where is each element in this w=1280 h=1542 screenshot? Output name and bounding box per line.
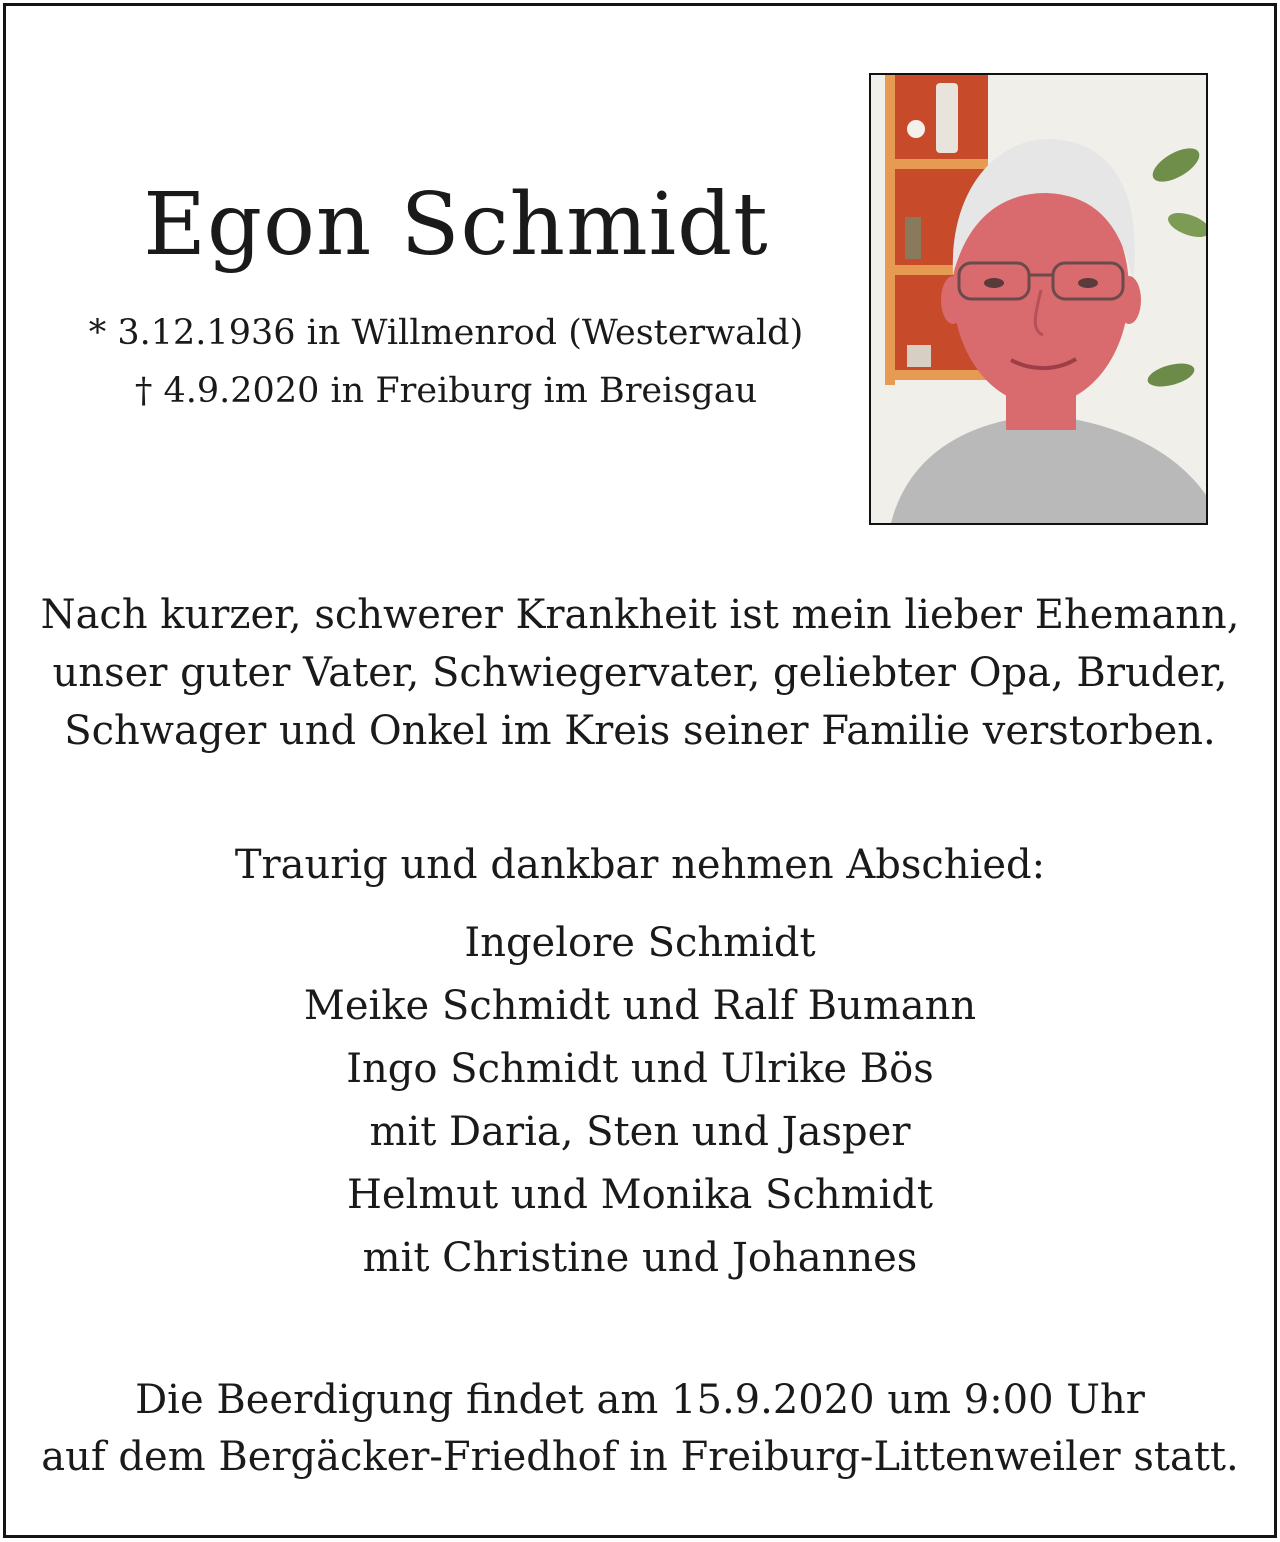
funeral-line: auf dem Bergäcker-Friedhof in Freiburg-Littenweiler statt. <box>41 1434 1239 1480</box>
shelf-board <box>893 370 988 380</box>
mourner-entry: Ingelore Schmidt <box>464 920 816 966</box>
shelf-board <box>893 159 988 169</box>
mourners-list <box>6 912 1274 1290</box>
funeral-notice <box>6 1372 1274 1486</box>
header-block <box>6 6 906 526</box>
intro-paragraph <box>6 586 1274 760</box>
birth-line: * 3.12.1936 in Willmenrod (Westerwald) <box>88 313 804 353</box>
eye-shape <box>1078 278 1098 288</box>
shelf-post <box>885 75 895 385</box>
mourner-entry: mit Daria, Sten und Jasper <box>369 1109 911 1155</box>
mourner-entry: Ingo Schmidt und Ulrike Bös <box>346 1046 934 1092</box>
deceased-name: Egon Schmidt <box>143 175 769 275</box>
intro-line: Schwager und Onkel im Kreis seiner Familie verstorben. <box>64 708 1216 754</box>
obituary-card <box>3 3 1277 1538</box>
death-line: † 4.9.2020 in Freiburg im Breisgau <box>134 371 758 411</box>
eye-shape <box>984 278 1004 288</box>
farewell-heading: Traurig und dankbar nehmen Abschied: <box>234 842 1046 888</box>
jar-shape <box>907 345 931 367</box>
intro-line: unser guter Vater, Schwiegervater, geliebter Opa, Bruder, <box>52 650 1228 696</box>
intro-line: Nach kurzer, schwerer Krankheit ist mein lieber Ehemann, <box>40 592 1240 638</box>
mourner-entry: mit Christine und Johannes <box>362 1235 918 1281</box>
ear-shape <box>941 276 965 324</box>
portrait-illustration <box>871 75 1206 523</box>
ear-shape <box>1117 276 1141 324</box>
portrait-photo <box>869 73 1208 525</box>
funeral-line: Die Beerdigung findet am 15.9.2020 um 9:00 Uhr <box>135 1377 1145 1423</box>
figurine-shape <box>905 217 921 259</box>
ornament-shape <box>907 120 925 138</box>
mourner-entry: Helmut und Monika Schmidt <box>346 1172 934 1218</box>
vase-shape <box>936 83 958 153</box>
mourner-entry: Meike Schmidt und Ralf Bumann <box>303 983 977 1029</box>
